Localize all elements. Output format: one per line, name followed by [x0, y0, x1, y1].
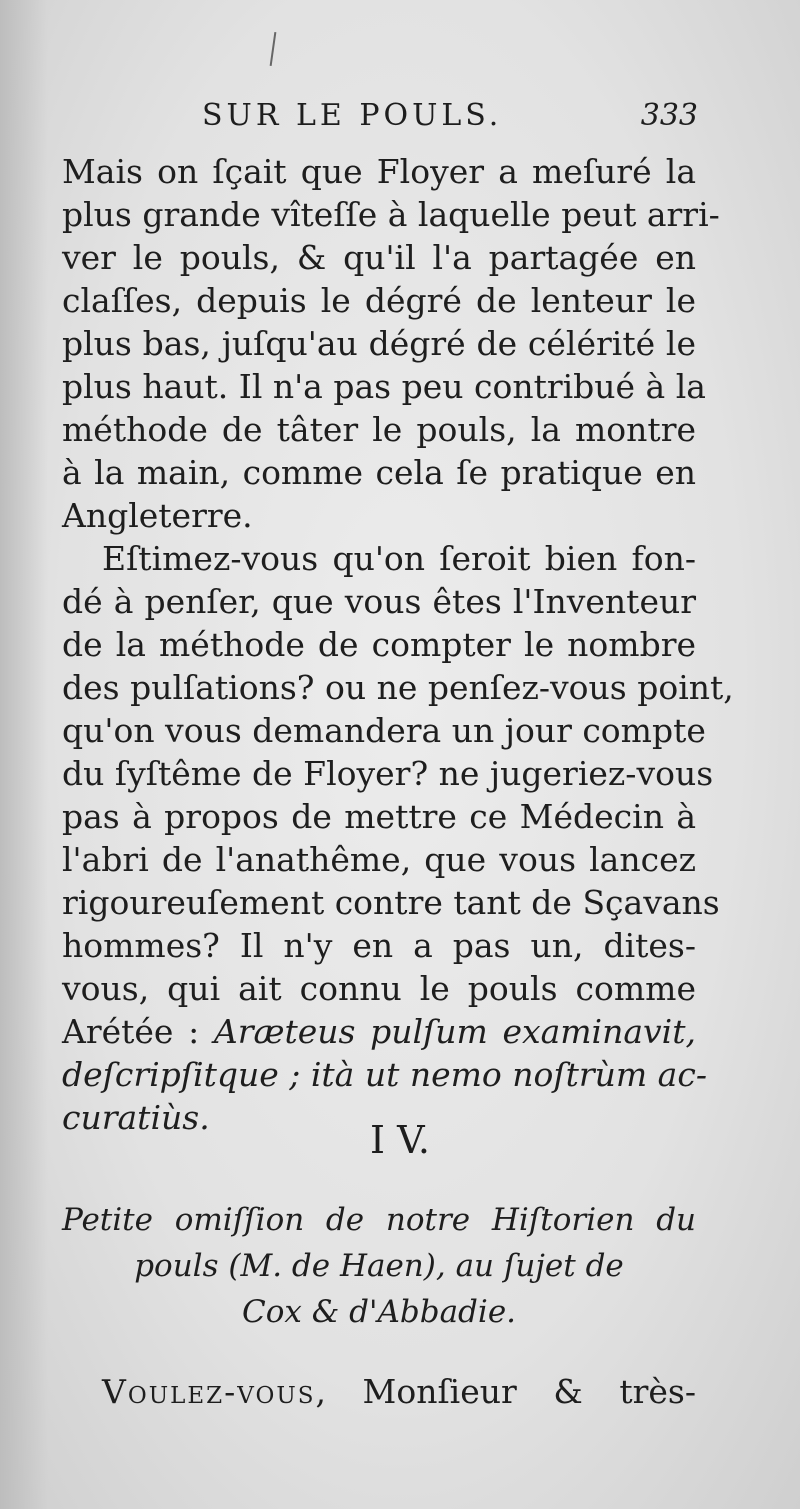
text-line: des pulſations? ou ne penſez-vous point, [62, 668, 734, 707]
text-line: pas à propos de mettre ce Médecin à [62, 797, 696, 836]
text-line: l'abri de l'anathême, que vous lancez [62, 840, 696, 879]
quote-attribution: Arétée : [62, 1012, 200, 1051]
latin-quote-line: curatiùs. [62, 1098, 210, 1137]
latin-quote: Aræteus pulſum examinavit, [213, 1012, 696, 1051]
paragraph-start [102, 1370, 696, 1413]
latin-quote-line: deſcripſitque ; ità ut nemo noſtrùm ac- [62, 1055, 707, 1094]
text-line: plus grande vîteſſe à laquelle peut arri- [62, 195, 720, 234]
text-line: plus haut. Il n'a pas peu contribué à la [62, 367, 706, 406]
text-line: de la méthode de compter le nombre [62, 625, 696, 664]
text-line: rigoureuſement contre tant de Sçavans [62, 883, 720, 922]
section-caption-line: Petite omiſſion de notre Hiſtorien du [62, 1202, 696, 1238]
text-line: plus bas, juſqu'au dégré de célérité le [62, 324, 696, 363]
ink-mark [270, 32, 277, 66]
text-line: vous, qui ait connu le pouls comme [62, 969, 696, 1008]
section-caption-line: pouls (M. de Haen), au ſujet de [134, 1248, 624, 1284]
running-head: SUR LE POULS. [202, 98, 503, 133]
section-caption-line: Cox & d'Abbadie. [241, 1294, 517, 1330]
text-line: Mais on ſçait que Floyer a meſuré la [62, 152, 696, 191]
text-line: dé à penſer, que vous êtes l'Inventeur [62, 582, 696, 621]
text-line: ver le pouls, & qu'il l'a partagée en [62, 238, 696, 277]
text-line: hommes? Il n'y en a pas un, dites- [62, 926, 696, 965]
text-line: du ſyſtême de Floyer? ne jugeriez-vous [62, 754, 714, 793]
page-number: 333 [640, 98, 698, 133]
text-line: Eſtimez-vous qu'on ſeroit bien fon- [102, 539, 696, 578]
text-line: claſſes, depuis le dégré de lenteur le [62, 281, 696, 320]
page-header [62, 98, 698, 138]
text-line: qu'on vous demandera un jour compte [62, 711, 706, 750]
drop-word: Voulez-vous [102, 1372, 316, 1411]
quote-line [62, 1010, 696, 1053]
text-line: à la main, comme cela ſe pratique en [62, 453, 696, 492]
paragraph-start-text: , Monſieur & très- [315, 1372, 696, 1411]
section-number: I V. [370, 1118, 430, 1162]
text-line: méthode de tâter le pouls, la montre [62, 410, 696, 449]
text-line: Angleterre. [62, 496, 253, 535]
